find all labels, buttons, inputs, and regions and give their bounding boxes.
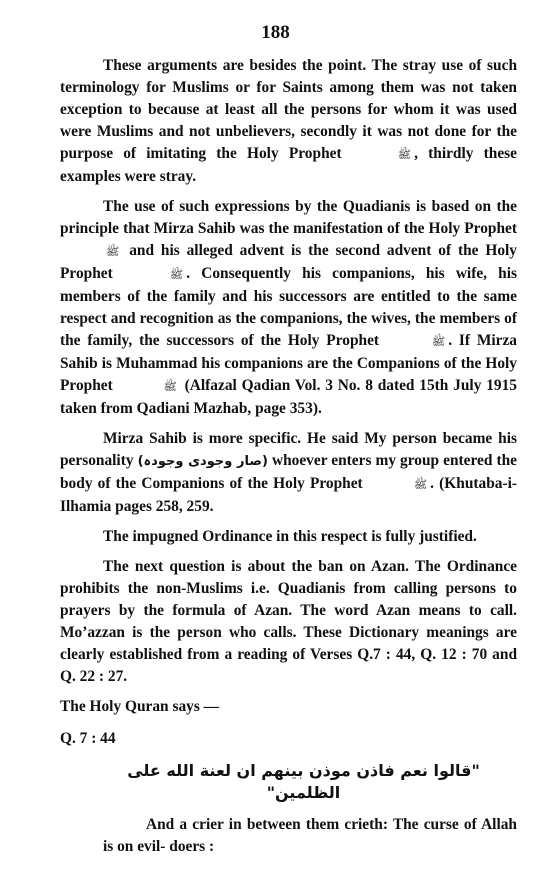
para2-text-b: and his alleged advent is the second advent of the Holy Prophet [60,242,517,282]
para2-text-e: (Alfazal Qadian Vol. 3 No. 8 dated 15th July 1915 taken from Qadiani Mazhab, page 353). [60,377,517,417]
paragraph-quadiani-expressions [60,196,517,420]
arabic-verse: "قالوا نعم فاذن موذن بينهم ان لعنة الله على الظلمين" [127,761,480,802]
honorific-glyph-icon: ﷺ [413,478,428,491]
paragraph-azan-ban: The next question is about the ban on Azan. The Ordinance prohibits the non-Muslims i.e. Quadianis from calling persons to prayers by the formula of Azan. The word Azan means to call. Mo’azzan is the person who calls. These Dictionary meanings are clearly established from a reading of Verses Q.7 : 44, Q. 12 : 70 and Q. 22 : 27. [60,558,517,685]
honorific-glyph-icon: ﷺ [163,380,177,393]
verse-reference: Q. 7 : 44 [60,730,116,747]
honorific-glyph-icon: ﷺ [169,268,184,281]
paragraph-mirza-specific [60,428,517,518]
para1-text-b: , thirdly these examples were stray. [60,145,518,185]
para2-text-a: The use of such expressions by the Quadianis is based on the principle that Mirza Sahib was the manifestation of the Holy Prophet [60,198,517,237]
honorific-glyph-icon: ﷺ [397,148,412,161]
para3-text-c: . (Khutaba-i-Ilhamia pages 258, 259. [60,475,517,515]
para3-text-b: whoever enters my group entered the body of the Companions of the Holy Prophet [60,452,517,492]
honorific-glyph-icon: ﷺ [431,335,446,348]
para2-text-c: . Consequently his companions, his wife, his members of the family and his successors are entitled to the same respect and recognition as the companions, the wives, the members of the family, the successors of the Holy Prophet [60,265,517,349]
paragraph-ordinance-justified: The impugned Ordinance in this respect is fully justified. [103,528,477,545]
para1-text-a: These arguments are besides the point. The stray use of such terminology for Muslims or for Saints among them was not taken exception to because at least all the persons for whom it was used were Muslims and not unbelievers, secondly it was not done for the purpose of imitating the Holy Prophet [60,57,517,162]
page-number: 188 [261,22,290,43]
verse-translation: And a crier in between them crieth: The curse of Allah is on evil- doers : [103,816,517,855]
paragraph-arguments [60,55,517,188]
urdu-phrase: (صار وجودی وجودہ) [137,454,268,469]
honorific-glyph-icon: ﷺ [106,245,120,258]
para3-text-a: Mirza Sahib is more specific. He said My person became his personality [60,430,517,469]
page-body [60,55,517,866]
para2-text-d: . If Mirza Sahib is Muhammad his companions are the Companions of the Holy Prophet [60,332,517,394]
quran-says-line: The Holy Quran says — [60,698,220,715]
